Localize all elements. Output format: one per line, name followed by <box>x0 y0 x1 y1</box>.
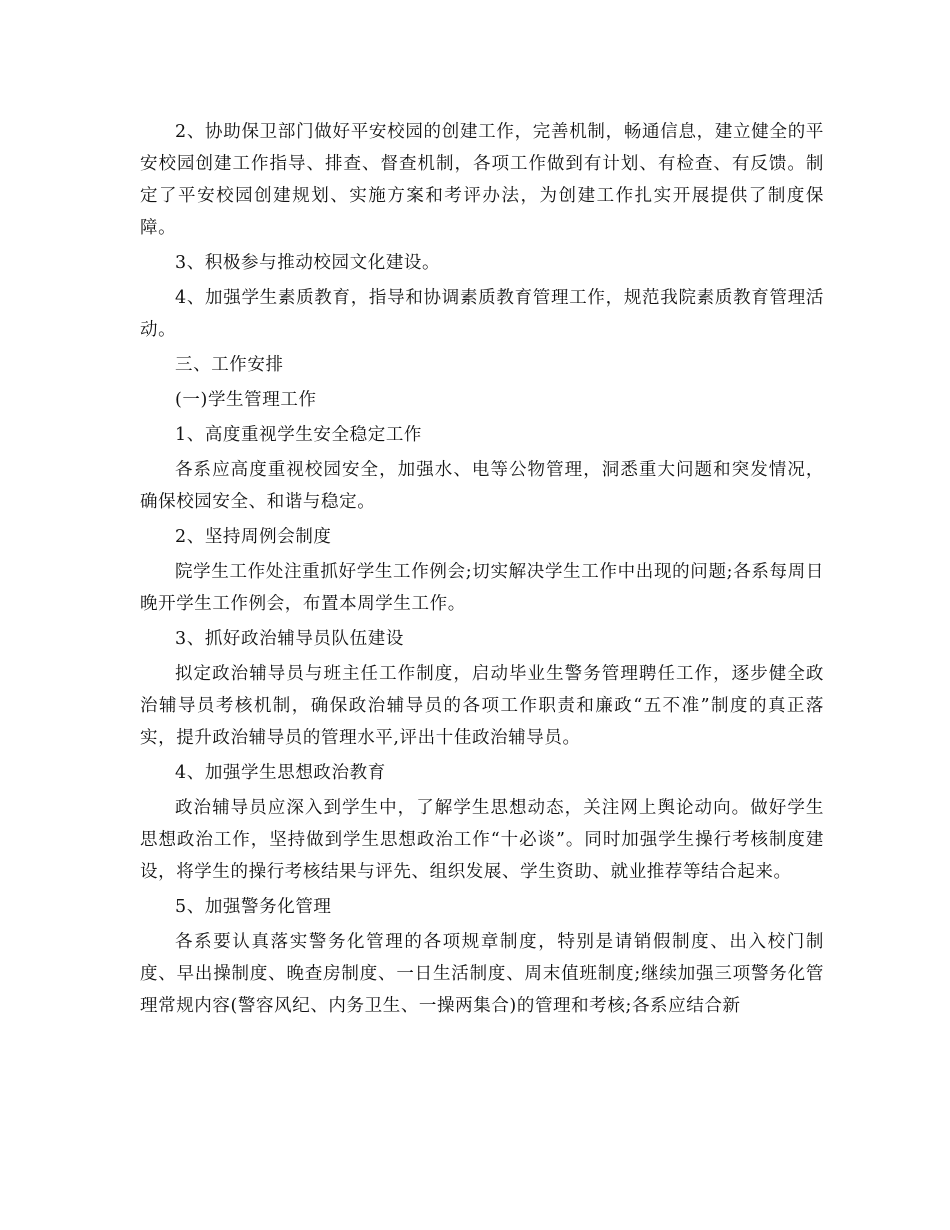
document-body <box>140 116 824 1025</box>
item-heading-5: 5、加强警务化管理 <box>175 897 332 917</box>
item-heading-2: 2、坚持周例会制度 <box>175 527 332 547</box>
item-heading-4: 4、加强学生思想政治教育 <box>175 763 386 783</box>
item-body-5: 各系要认真落实警务化管理的各项规章制度，特别是请销假制度、出入校门制度、早出操制度、晚查房制度、一日生活制度、周末值班制度;继续加强三项警务化管理常规内容(警容风纪、内务卫生、一操两集合)的管理和考核;各系应结合新 <box>140 932 824 1016</box>
item-heading-1: 1、高度重视学生安全稳定工作 <box>175 425 423 445</box>
paragraph-item-3: 3、积极参与推动校园文化建设。 <box>175 253 441 273</box>
item-body-2: 院学生工作处注重抓好学生工作例会;切实解决学生工作中出现的问题;各系每周日晚开学生工作例会，布置本周学生工作。 <box>140 562 824 614</box>
section-heading-work-arrangement: 三、工作安排 <box>175 355 284 375</box>
subsection-heading-student-management: (一)学生管理工作 <box>175 390 317 410</box>
item-body-1: 各系应高度重视校园安全，加强水、电等公物管理，洞悉重大问题和突发情况，确保校园安全、和谐与稳定。 <box>140 460 824 512</box>
paragraph-item-4: 4、加强学生素质教育，指导和协调素质教育管理工作，规范我院素质教育管理活动。 <box>140 288 824 340</box>
item-body-4: 政治辅导员应深入到学生中，了解学生思想动态，关注网上舆论动向。做好学生思想政治工作，坚持做到学生思想政治工作“十必谈”。同时加强学生操行考核制度建设，将学生的操行考核结果与评先、组织发展、学生资助、就业推荐等结合起来。 <box>140 798 824 882</box>
item-body-3: 拟定政治辅导员与班主任工作制度，启动毕业生警务管理聘任工作，逐步健全政治辅导员考核机制，确保政治辅导员的各项工作职责和廉政“五不准”制度的真正落实，提升政治辅导员的管理水平,评出十佳政治辅导员。 <box>140 664 824 748</box>
item-heading-3: 3、抓好政治辅导员队伍建设 <box>175 629 404 649</box>
paragraph-item-2: 2、协助保卫部门做好平安校园的创建工作，完善机制，畅通信息，建立健全的平安校园创建工作指导、排查、督查机制，各项工作做到有计划、有检查、有反馈。制定了平安校园创建规划、实施方案和考评办法，为创建工作扎实开展提供了制度保障。 <box>140 122 824 238</box>
